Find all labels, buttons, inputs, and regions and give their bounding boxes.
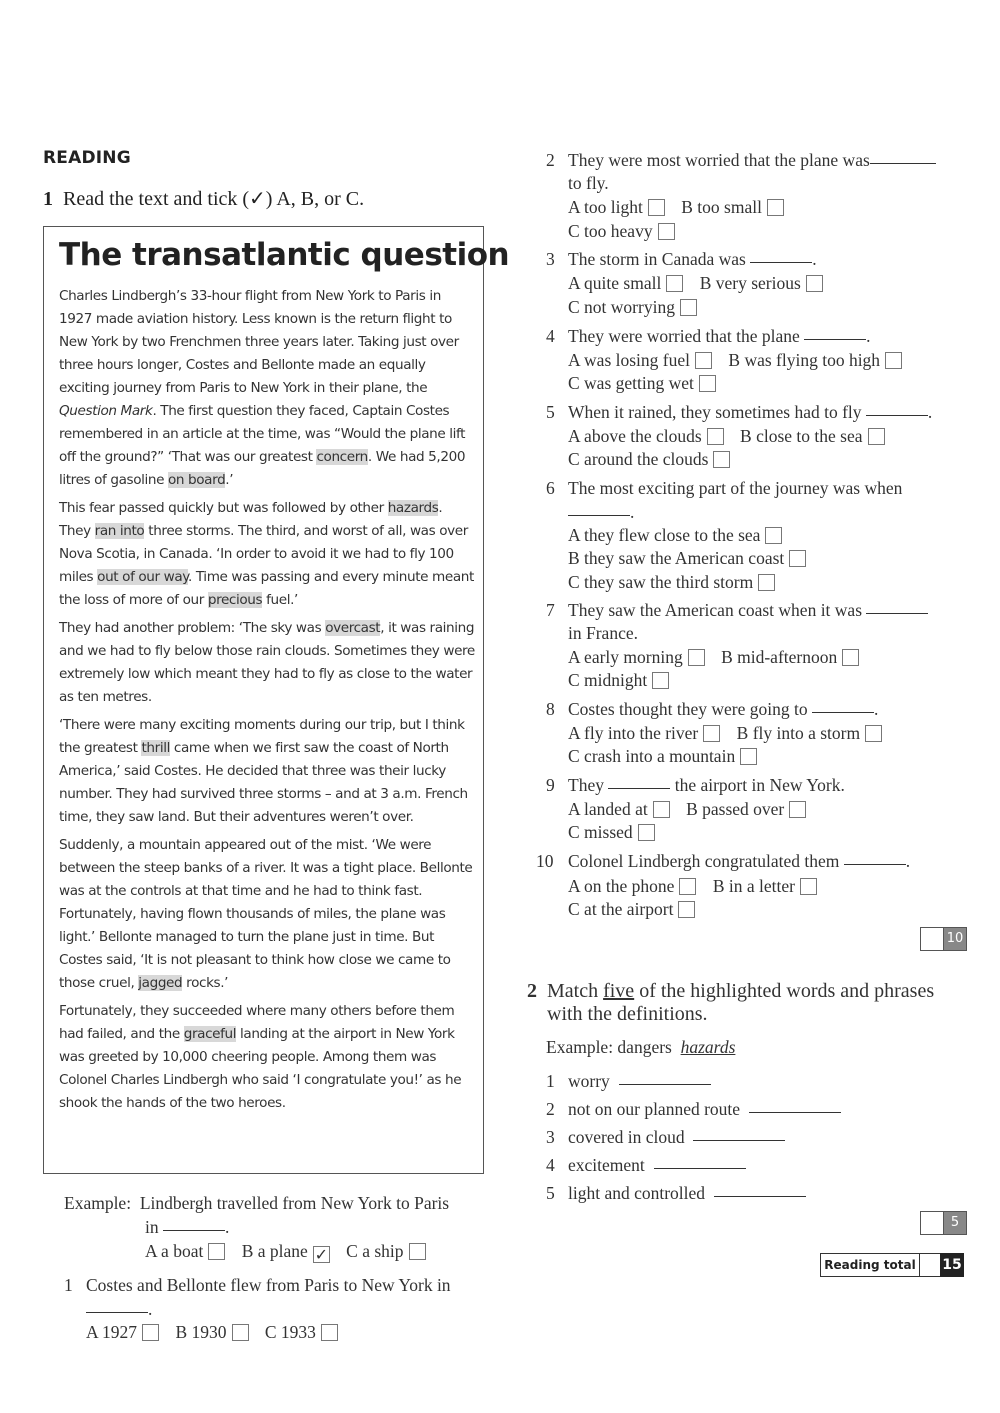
highlight-hazards: hazards (387, 500, 439, 516)
highlight-overcast: overcast (325, 620, 381, 636)
question-10-options-c: C at the airport (568, 899, 707, 920)
example-stem-continued: in . (145, 1217, 230, 1237)
checkbox-q4-b[interactable] (885, 352, 902, 369)
checkbox-q1-c[interactable] (321, 1324, 338, 1341)
checkbox-q8-c[interactable] (740, 748, 757, 765)
score-box-task2 (920, 1211, 967, 1235)
article-paragraph-6: Fortunately, they succeeded where many others before them had failed, and the graceful landing at the airport in New York was greeted by 10,000 cheering people. Among them was Colonel Charles Lindbergh who said ‘I congratulate you!’ as he shook the hands of the two heroes. (59, 1003, 462, 1111)
question-7: 7 They saw the American coast when it was (546, 600, 928, 621)
task2-instruction: 2 Match five of the highlighted words and phrases with the definitions. (527, 980, 935, 1025)
question-2-options-c: C too heavy (568, 221, 687, 242)
question-5: 5 When it rained, they sometimes had to fly . (546, 402, 933, 422)
question-6: 6 The most exciting part of the journey was when (546, 478, 903, 498)
question-6-option-a: A they flew close to the sea (568, 525, 794, 546)
question-9: 9 They the airport in New York. (546, 775, 845, 795)
highlight-graceful: graceful (183, 1026, 237, 1042)
checkbox-q9-c[interactable] (638, 824, 655, 841)
question-5-options-ab: A above the clouds B close to the sea (568, 426, 897, 447)
highlight-out-of-our-way: out of our way (97, 569, 188, 585)
question-7-options-c: C midnight (568, 670, 681, 691)
checkbox-q3-c[interactable] (680, 299, 697, 316)
question-6-option-c: C they saw the third storm (568, 572, 787, 593)
article-paragraph-1: Charles Lindbergh’s 33-hour flight from New York to Paris in 1927 made aviation history. Less known is the return flight to New York by two Frenchmen three years later. Taking just over three hours longer, Costes and Bellonte made an equally exciting journey from Paris to New York in their plane, the Question Mark. The first question they faced, Captain Costes remembered in an article at the time, was “Would the plane lift off the ground?” ‘That was our greatest concern. We had 5,200 litres of gasoline on board.’ (59, 288, 466, 488)
checkbox-q5-b[interactable] (868, 428, 885, 445)
question-2-continued: to fly. (568, 173, 609, 193)
question-4-options-ab: A was losing fuel B was flying too high (568, 350, 914, 371)
checkbox-q1-a[interactable] (142, 1324, 159, 1341)
task1-text: Read the text and tick (✓) A, B, or C. (63, 188, 365, 210)
article-paragraph-3: They had another problem: ‘The sky was overcast, it was raining and we had to fly below those rain clouds. Sometimes they were extremely low which meant they had to fly as close to the water as ten metres. (59, 620, 475, 705)
score-max-task2: 5 (944, 1212, 966, 1234)
question-10-options-ab: A on the phone B in a letter (568, 876, 829, 897)
highlight-on-board: on board (167, 472, 226, 488)
question-6-option-b: B they saw the American coast (568, 548, 818, 569)
task2-example: Example: dangers hazards (546, 1037, 736, 1057)
reading-total-input[interactable] (920, 1253, 940, 1277)
checkbox-example-b[interactable]: ✓ (314, 1245, 328, 1264)
highlight-concern: concern (316, 449, 368, 465)
article-paragraph-5: Suddenly, a mountain appeared out of the mist. ‘We were between the steep banks of a river. It was a tight place. Bellonte was at the controls at that time and he had to think fast. Fortunately, having flown thousands of miles, the plane was light.’ Bellonte managed to turn the plane just in time. But Costes said, ‘It is not pleasant to think how close we came to those cruel, jagged rocks.’ (59, 837, 473, 991)
example-options: A a boat B a plane ✓ C a ship (145, 1241, 438, 1263)
question-3-options-ab: A quite small B very serious (568, 273, 835, 294)
checkbox-q10-b[interactable] (800, 878, 817, 895)
question-3: 3 The storm in Canada was . (546, 249, 817, 269)
checkbox-q9-b[interactable] (789, 801, 806, 818)
question-9-options-c: C missed (568, 822, 667, 843)
checkbox-q7-c[interactable] (652, 672, 669, 689)
question-6-blank: . (568, 502, 634, 523)
checkbox-q5-c[interactable] (713, 451, 730, 468)
highlight-jagged: jagged (138, 975, 183, 991)
checkbox-q7-a[interactable] (688, 649, 705, 666)
task2-example-answer: hazards (680, 1037, 736, 1057)
article-paragraph-4: ‘There were many exciting moments during our trip, but I think the greatest thrill came when we first saw the coast of North America,’ said Costes. He decided that three was their lucky number. They had survived three storms – and at 3 a.m. French time, they saw land. But their adventures weren’t over. (59, 717, 468, 825)
highlight-precious: precious (207, 592, 263, 608)
question-2-options-ab: A too light B too small (568, 197, 796, 218)
question-1-blank: . (86, 1299, 152, 1320)
checkbox-q4-c[interactable] (699, 375, 716, 392)
checkbox-q8-a[interactable] (703, 725, 720, 742)
section-heading: READING (43, 148, 131, 168)
answer-blank-2[interactable] (749, 1111, 841, 1113)
highlight-ran-into: ran into (94, 523, 145, 539)
reading-total-label: Reading total (820, 1253, 920, 1277)
question-8-options-ab: A fly into the river B fly into a storm (568, 723, 894, 744)
checkbox-q2-b[interactable] (767, 199, 784, 216)
question-4: 4 They were worried that the plane . (546, 326, 871, 346)
checkbox-q10-a[interactable] (679, 878, 696, 895)
question-8: 8 Costes thought they were going to . (546, 699, 879, 719)
checkbox-q2-c[interactable] (658, 223, 675, 240)
task2-item-2: 2 not on our planned route (546, 1099, 841, 1120)
task1-instruction (43, 186, 364, 211)
question-3-options-c: C not worrying (568, 297, 709, 318)
task1-number: 1 (43, 188, 53, 210)
checkbox-q6-a[interactable] (765, 527, 782, 544)
checkbox-example-c[interactable] (409, 1243, 426, 1260)
task2-number: 2 (527, 980, 537, 1002)
answer-blank-1[interactable] (619, 1083, 711, 1085)
task2-item-4: 4 excitement (546, 1155, 746, 1176)
example-question: Example: Lindbergh travelled from New York to Paris (64, 1193, 450, 1213)
highlight-thrill: thrill (141, 740, 170, 756)
question-10: 10 Colonel Lindbergh congratulated them . (536, 851, 911, 871)
checkbox-q2-a[interactable] (648, 199, 665, 216)
question-1-options: A 1927 B 1930 C 1933 (86, 1322, 350, 1343)
question-5-options-c: C around the clouds (568, 449, 742, 470)
checkbox-example-a[interactable] (208, 1243, 225, 1260)
task2-item-1: 1 worry (546, 1071, 711, 1092)
question-4-options-c: C was getting wet (568, 373, 728, 394)
question-2: 2 They were most worried that the plane was (546, 150, 936, 171)
score-input-task1[interactable] (921, 928, 944, 950)
score-box-task1 (920, 927, 967, 951)
reading-total-max: 15 (940, 1253, 964, 1277)
question-8-options-c: C crash into a mountain (568, 746, 769, 767)
question-7-continued: in France. (568, 623, 638, 643)
reading-total (820, 1253, 964, 1277)
answer-blank-4[interactable] (654, 1167, 746, 1169)
checkbox-q10-c[interactable] (678, 901, 695, 918)
task2-item-3: 3 covered in cloud (546, 1127, 785, 1148)
checkbox-q3-b[interactable] (806, 275, 823, 292)
checkbox-q1-b[interactable] (232, 1324, 249, 1341)
question-9-options-ab: A landed at B passed over (568, 799, 818, 820)
article-title: The transatlantic question (59, 237, 510, 273)
checkbox-q5-a[interactable] (707, 428, 724, 445)
article-paragraph-2: This fear passed quickly but was followed by other hazards. They ran into three storms. The third, and worst of all, was over Nova Scotia, in Canada. ‘In order to avoid it we had to fly 100 miles out of our way. Time was passing and every minute meant the loss of more of our precious fuel.’ (59, 500, 474, 608)
checkbox-q6-c[interactable] (758, 574, 775, 591)
article-body (59, 285, 477, 1120)
question-7-options-ab: A early morning B mid-afternoon (568, 647, 871, 668)
score-input-task2[interactable] (921, 1212, 944, 1234)
checkbox-q3-a[interactable] (666, 275, 683, 292)
checkbox-q4-a[interactable] (695, 352, 712, 369)
checkbox-q7-b[interactable] (842, 649, 859, 666)
score-max-task1: 10 (944, 928, 966, 950)
article-box (43, 226, 510, 1174)
question-1: 1 Costes and Bellonte flew from Paris to New York in (64, 1275, 451, 1295)
checkbox-q9-a[interactable] (653, 801, 670, 818)
checkbox-q6-b[interactable] (789, 550, 806, 567)
answer-blank-3[interactable] (693, 1139, 785, 1141)
checkbox-q8-b[interactable] (865, 725, 882, 742)
task2-item-5: 5 light and controlled (546, 1183, 806, 1204)
answer-blank-5[interactable] (714, 1195, 806, 1197)
